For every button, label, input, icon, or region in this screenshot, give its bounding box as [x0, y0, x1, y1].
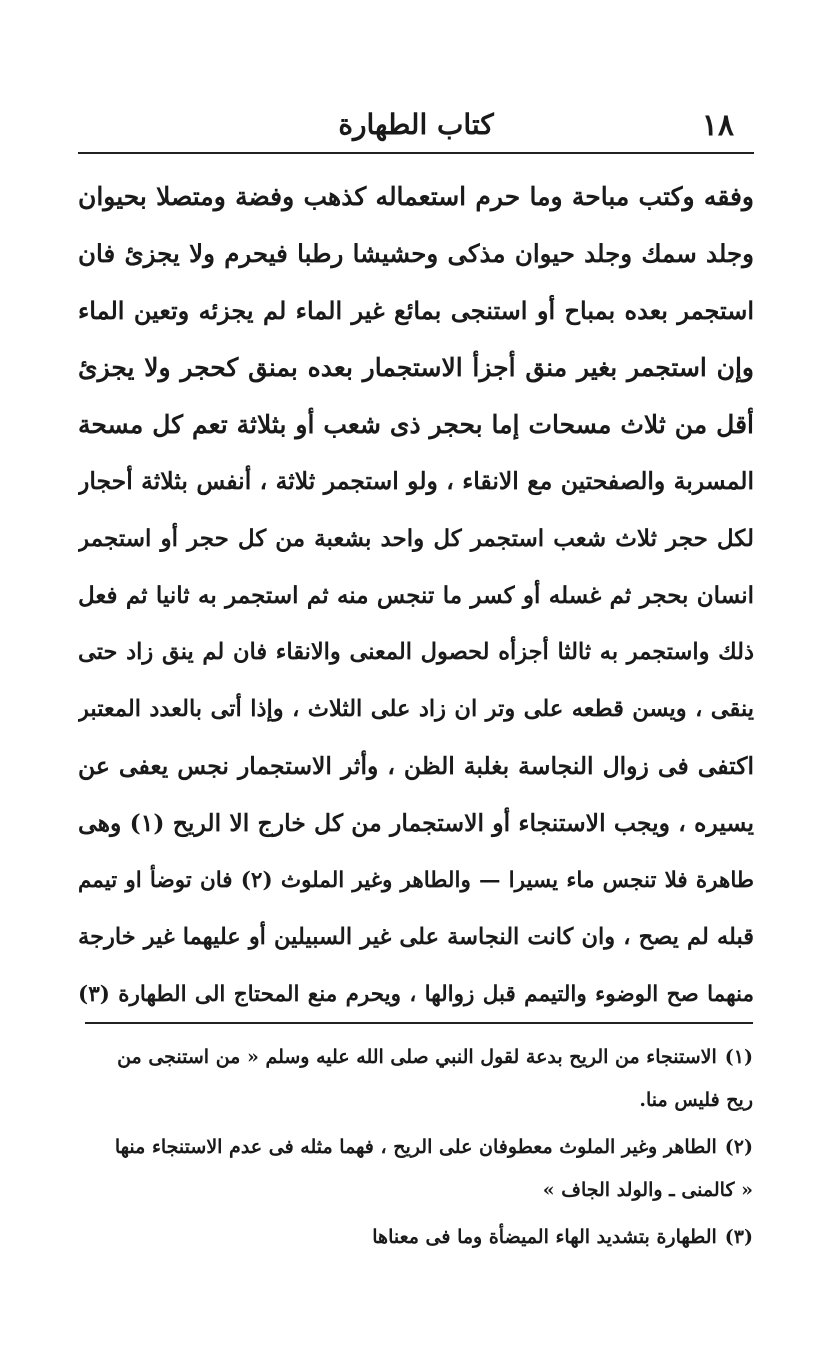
text-line: استجمر بعده بمباح أو استنجى بمائع غير الماء لم يجزئه وتعين الماء	[78, 296, 754, 325]
footnote-number: (١)	[724, 1046, 753, 1068]
text-line: طاهرة فلا تنجس ماء يسيرا — والطاهر وغير الملوث (٢) فان توضأ او تيمم	[78, 868, 754, 893]
text-line: وفقه وكتب مباحة وما حرم استعماله كذهب وفضة ومتصلا بحيوان	[78, 182, 754, 211]
header-rule	[78, 152, 754, 154]
text-line: يسيره ، ويجب الاستنجاء أو الاستجمار من كل خارج الا الريح (١) وهى	[78, 809, 754, 837]
footnotes	[85, 1036, 753, 1259]
text-line: انسان بحجر ثم غسله أو كسر ما تنجس منه ثم استجمر به ثانيا ثم فعل	[78, 582, 754, 609]
text-line: قبله لم يصح ، وان كانت النجاسة على غير السبيلين أو عليهما غير خارجة	[78, 924, 754, 950]
main-text	[78, 168, 754, 1023]
text-line: ينقى ، ويسن قطعه على وتر ان زاد على الثلاث ، وإذا أتى بالعدد المعتبر	[78, 696, 754, 722]
footnote-rule	[85, 1022, 753, 1024]
text-line: لكل حجر ثلاث شعب استجمر كل واحد بشعبة من كل حجر أو استجمر	[78, 525, 754, 552]
text-line: اكتفى فى زوال النجاسة بغلبة الظن ، وأثر الاستجمار نجس يعفى عن	[78, 752, 754, 780]
footnote-3	[85, 1216, 753, 1259]
text-line: وإن استجمر بغير منق أجزأ الاستجمار بعده بمنق كحجر ولا يجزئ	[78, 353, 754, 382]
text-line: منهما صح الوضوء والتيمم قبل زوالها ، ويحرم منع المحتاج الى الطهارة (٣)	[78, 982, 754, 1007]
text-line: وجلد سمك وجلد حيوان مذكى وحشيشا رطبا فيحرم ولا يجزئ فان	[78, 239, 754, 268]
footnote-number: (٢)	[724, 1136, 753, 1158]
footnote-2-continuation: « كالمنى ـ والولد الجاف »	[542, 1179, 753, 1201]
footnote-text: الطاهر وغير الملوث معطوفان على الريح ، فهما مثله فى عدم الاستنجاء منها	[114, 1136, 717, 1158]
running-title: كتاب الطهارة	[338, 108, 494, 141]
footnote-1-continuation: ريح فليس منا.	[639, 1089, 753, 1111]
footnote-text: الاستنجاء من الريح بدعة لقول النبي صلى الله عليه وسلم « من استنجى من	[117, 1046, 717, 1068]
footnote-text: الطهارة بتشديد الهاء الميضأة وما فى معناها	[372, 1226, 717, 1248]
footnote-number: (٣)	[724, 1226, 753, 1248]
text-line: أقل من ثلاث مسحات إما بحجر ذى شعب أو بثلاثة تعم كل مسحة	[78, 410, 754, 439]
page-header	[78, 104, 754, 150]
text-line: ذلك واستجمر به ثالثا أجزأه لحصول المعنى والانقاء فان لم ينق زاد حتى	[78, 639, 754, 665]
footnote-2	[85, 1126, 753, 1169]
text-line: المسربة والصفحتين مع الانقاء ، ولو استجمر ثلاثة ، أنفس بثلاثة أحجار	[78, 467, 754, 495]
page-number: ١٨	[701, 108, 734, 143]
footnote-1	[85, 1036, 753, 1079]
